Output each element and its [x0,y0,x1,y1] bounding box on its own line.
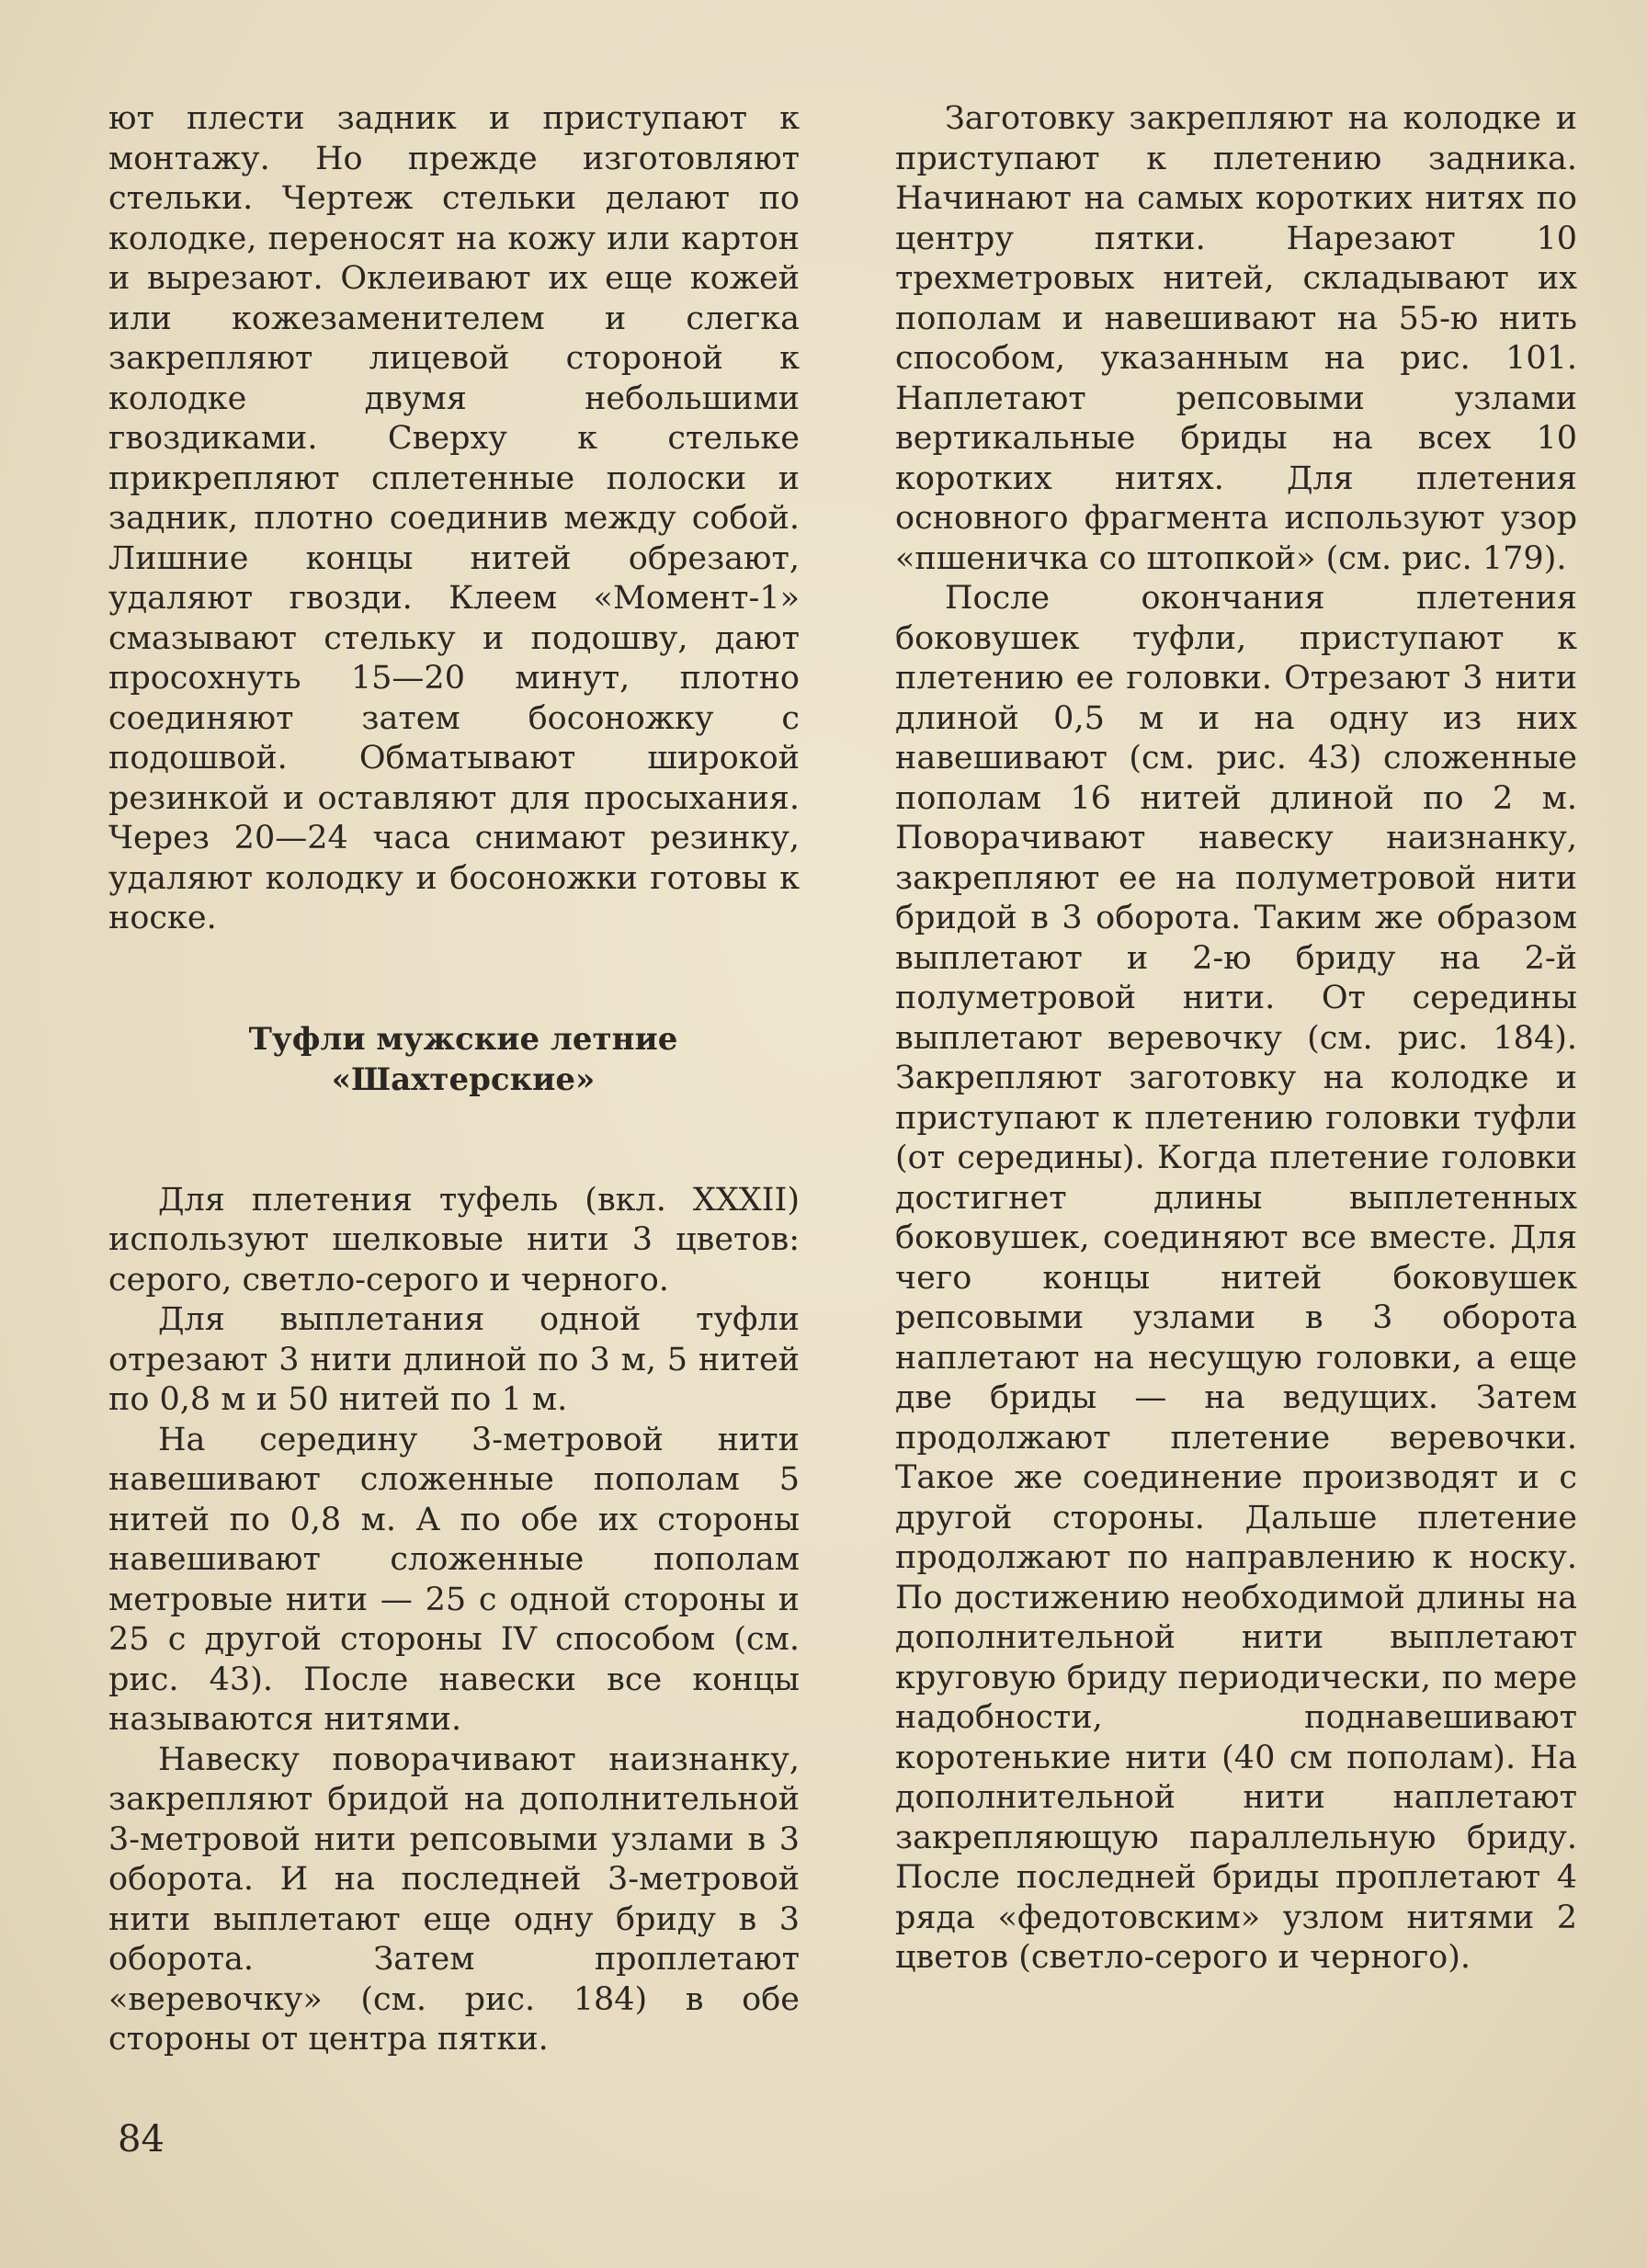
left-column [108,99,800,2060]
left-paragraph-1: ют плести задник и приступают к монтажу. Но прежде изготовляют стельки. Чертеж стельки делают по колодке, переносят на кожу или картон и вырезают. Оклеивают их еще кожей или кожезаменителем и слегка закрепляют лицевой стороной к колодке двумя небольшими гвоздиками. Сверху к стельке прикрепляют сплетенные полоски и задник, плотно соединив между собой. Лишние концы нитей обрезают, удаляют гвозди. Клеем «Момент-1» смазывают стельку и подошву, дают просохнуть 15—20 минут, плотно соединяют затем босоножку с подошвой. Обматывают широкой резинкой и оставляют для просыхания. Через 20—24 часа снимают резинку, удаляют колодку и босоножки готовы к носке. [108,100,800,936]
section-heading-line-1: Туфли мужские летние [248,1020,678,1058]
right-paragraph-1: Заготовку закрепляют на колодке и приступают к плетению задника. Начинают на самых коротких нитях по центру пятки. Нарезают 10 трехметровых нитей, складывают их пополам и навешивают на 55-ю нить способом, указанным на рис. 101. Наплетают репсовыми узлами вертикальные бриды на всех 10 коротких нитях. Для плетения основного фрагмента используют узор «пшеничка со штопкой» (см. рис. 179). [895,100,1577,577]
left-paragraph-3: Для выплетания одной туфли отрезают 3 нити длиной по 3 м, 5 нитей по 0,8 м и 50 нитей по 1 м. [108,1301,800,1418]
left-paragraph-5: Навеску поворачивают наизнанку, закрепляют бридой на дополнительной 3-метровой нити репсовыми узлами в 3 оборота. И на последней 3-метровой нити выплетают еще одну бриду в 3 оборота. Затем проплетают «веревочку» (см. рис. 184) в обе стороны от центра пятки. [108,1741,800,2058]
section-heading-line-2: «Шахтерские» [331,1060,596,1098]
spacer [108,1100,800,1181]
page-number: 84 [118,2118,165,2160]
section-heading [108,1019,800,1100]
right-paragraph-2: После окончания плетения боковушек туфли, приступают к плетению ее головки. Отрезают 3 нити длиной 0,5 м и на одну из них навешивают (см. рис. 43) сложенные пополам 16 нитей длиной по 2 м. Поворачивают навеску наизнанку, закрепляют ее на полуметровой нити бридой в 3 оборота. Таким же образом выплетают и 2-ю бриду на 2-й полуметровой нити. От середины выплетают веревочку (см. рис. 184). Закрепляют заготовку на колодке и приступают к плетению головки туфли (от середины). Когда плетение головки достигнет длины выплетенных боковушек, соединяют все вместе. Для чего концы нитей боковушек репсовыми узлами в 3 оборота наплетают на несущую головки, а еще две бриды — на ведущих. Затем продолжают плетение веревочки. Такое же соединение производят и с другой стороны. Дальше плетение продолжают по направлению к носку. По достижению необходимой длины на дополнительной нити выплетают круговую бриду периодически, по мере надобности, поднавешивают коротенькие нити (40 см пополам). На дополнительной нити наплетают закрепляющую параллельную бриду. После последней бриды проплетают 4 ряда «федотовским» узлом нитями 2 цветов (светло-серого и черного). [895,580,1577,1976]
left-paragraph-2: Для плетения туфель (вкл. XXXII) используют шелковые нити 3 цветов: серого, светло-серого и черного. [108,1181,800,1298]
right-column [895,99,1577,1979]
spacer [108,939,800,1019]
left-paragraph-4: На середину 3-метровой нити навешивают сложенные пополам 5 нитей по 0,8 м. А по обе их стороны навешивают сложенные пополам метровые нити — 25 с одной стороны и 25 с другой стороны IV способом (см. рис. 43). После навески все концы называются нитями. [108,1421,800,1738]
